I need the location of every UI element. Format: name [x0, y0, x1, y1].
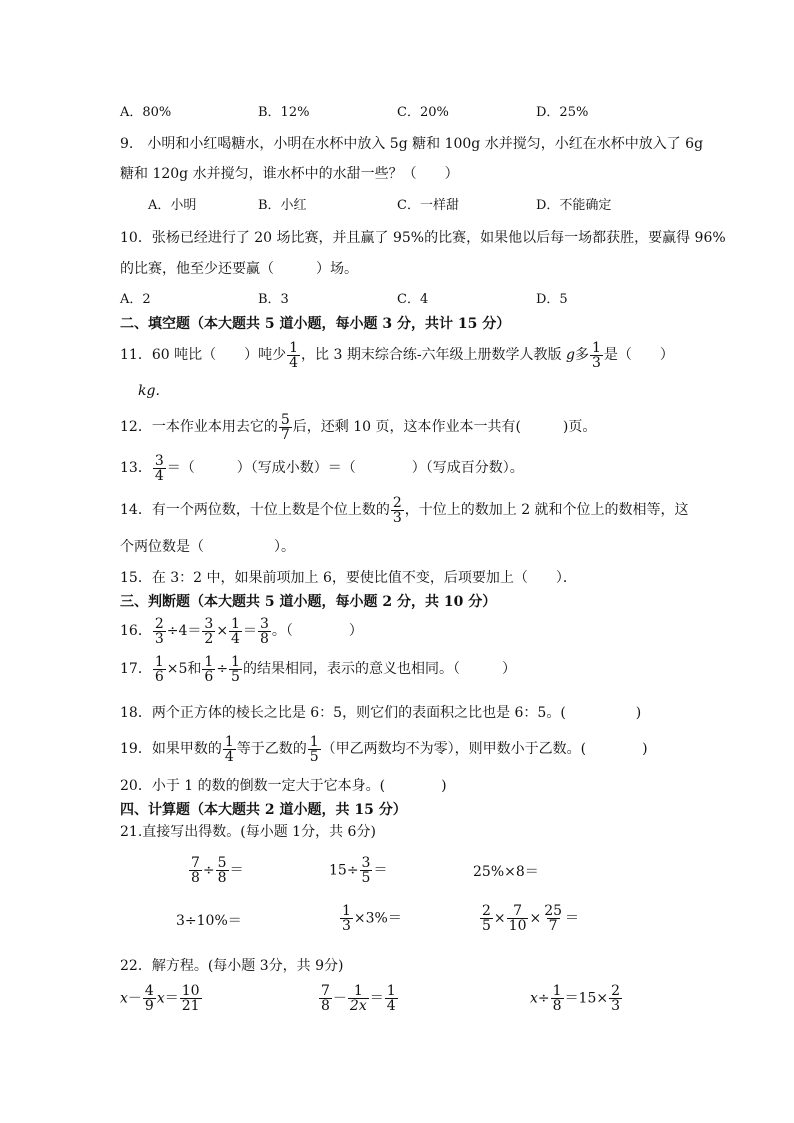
fraction: [480, 904, 493, 933]
fraction: [216, 856, 229, 885]
q16-fraction-b: [202, 617, 215, 646]
q9-option-c: C．一样甜: [397, 198, 459, 213]
numerator: 7: [513, 903, 523, 919]
q22-equation-1: [120, 984, 203, 1013]
equals: ＝: [164, 990, 179, 1007]
denominator: 8: [191, 870, 200, 886]
denominator: 3: [392, 509, 402, 526]
q8-option-c: C．20%: [397, 105, 449, 120]
q19-text-3: （甲乙两数均不为零），则甲数小于乙数。( ): [321, 741, 648, 757]
section-3-heading: 三、判断题（本大题共 5 道小题，每小题 2 分，共 10 分）: [120, 594, 497, 610]
q11-fraction-1: [287, 341, 300, 370]
fraction: [360, 856, 373, 885]
q10-option-b: B．3: [258, 292, 289, 307]
q13-line: [120, 453, 524, 483]
numerator: 1: [552, 983, 562, 999]
q12-fraction: [279, 413, 292, 442]
q19-text-2: 等于乙数的: [236, 741, 307, 757]
numerator: 5: [217, 855, 227, 871]
numerator: 1: [154, 653, 164, 670]
q9-line2: 糖和 120g 水并搅匀，谁水杯中的水甜一些？（ ）: [120, 166, 459, 182]
numerator: 7: [191, 855, 200, 871]
denominator: 3: [154, 630, 164, 647]
q16-text-2: 。（ ）: [271, 623, 363, 639]
q9-option-b: B．小红: [258, 198, 307, 213]
denominator: 8: [217, 870, 227, 886]
equals: ＝: [565, 910, 580, 927]
q16-op-3: ＝: [242, 623, 257, 639]
numerator: 4: [144, 983, 154, 999]
numerator: 1: [309, 733, 319, 750]
numerator: 1: [204, 653, 214, 670]
denominator: 3: [611, 998, 621, 1014]
fraction: [507, 904, 529, 933]
denominator: 4: [386, 998, 396, 1014]
q12-line: [120, 412, 596, 442]
operator: ÷: [537, 990, 550, 1007]
q16-fraction-d: [258, 617, 271, 646]
numerator: 10: [181, 983, 200, 999]
numerator: 3: [259, 615, 269, 632]
operator: ×: [529, 910, 542, 927]
equals: ＝: [369, 990, 384, 1007]
q14-fraction: [391, 496, 404, 525]
q14-text-2: ，十位上的数加上 2 就和个位上的数相等，这: [404, 502, 689, 518]
q11-text-4: 是（ ）: [603, 347, 674, 363]
q13-text-2: ＝（ ）（写成小数）＝（ ）（写成百分数）。: [166, 460, 524, 476]
equals: ＝15×: [564, 990, 609, 1007]
q19-text-1: 19．如果甲数的: [120, 741, 222, 757]
fraction: [180, 984, 202, 1013]
variable-x: x: [530, 990, 538, 1007]
numerator: 2: [392, 494, 402, 511]
variable-x: x: [120, 990, 128, 1007]
denominator: 4: [231, 630, 240, 647]
q22-equation-2: [318, 984, 399, 1013]
q16-text-1: 16．: [120, 623, 152, 639]
fraction: [609, 984, 622, 1013]
numerator: 1: [224, 733, 234, 750]
denominator: 3: [591, 354, 601, 371]
numerator: 1: [353, 983, 363, 999]
q11-unit-g: g: [566, 347, 575, 363]
denominator: 5: [482, 918, 491, 934]
fraction: [340, 904, 353, 933]
numerator: 2: [482, 903, 491, 919]
q10-option-d: D．5: [536, 292, 568, 307]
q19-fraction-b: [308, 735, 321, 764]
q17-fraction-b: [202, 655, 215, 684]
denominator: 4: [154, 467, 164, 484]
operator: －: [127, 990, 142, 1007]
numerator: 1: [386, 983, 396, 999]
numerator: 3: [204, 615, 214, 632]
section-4-heading: 四、计算题（本大题共 2 道小题，共 15 分）: [120, 802, 407, 818]
denominator: 5: [309, 748, 319, 765]
q17-text-1: 17．: [120, 661, 152, 677]
denominator: 7: [548, 918, 558, 934]
denominator: 8: [321, 998, 330, 1014]
numerator: 3: [361, 855, 371, 871]
variable-x: x: [156, 990, 165, 1007]
numerator: 2: [611, 983, 621, 999]
fraction: [319, 984, 332, 1013]
text: ×3%＝: [353, 910, 402, 927]
q22-equation-3: [530, 984, 623, 1013]
numerator: 1: [231, 653, 240, 670]
operator: ÷: [202, 862, 215, 879]
q16-op-2: ×: [216, 623, 229, 639]
denominator: 10: [508, 918, 527, 934]
q19-line: [120, 734, 648, 764]
q22-title: 22．解方程。(每小题 3分，共 9分): [120, 958, 344, 974]
q14-text-1: 14．有一个两位数，十位上数是个位上数的: [120, 502, 390, 518]
numerator: 1: [342, 903, 351, 919]
q11-line1: [120, 340, 674, 370]
denominator: 4: [289, 354, 299, 371]
q17-line: [120, 654, 516, 684]
q11-line2: kg.: [138, 383, 160, 399]
fraction: [189, 856, 202, 885]
q14-line2: 个两位数是（ ）。: [120, 539, 295, 555]
denominator: 2x: [349, 998, 367, 1014]
numerator: 1: [231, 615, 240, 632]
denominator: 8: [259, 630, 269, 647]
operator: －: [332, 990, 347, 1007]
q8-option-b: B．12%: [258, 105, 310, 120]
q15-line: 15．在 3：2 中，如果前项加上 6，要使比值不变，后项要加上（ ）．: [120, 570, 577, 586]
q17-fraction-c: [229, 655, 242, 684]
denominator: 8: [552, 998, 562, 1014]
numerator: 3: [154, 452, 164, 469]
q21-expr-2: [329, 856, 387, 885]
q14-line1: [120, 495, 689, 525]
q21-expr-6: [479, 904, 579, 933]
numerator: 5: [280, 411, 290, 428]
q21-title: 21.直接写出得数。(每小题 1分，共 6分): [120, 824, 376, 840]
denominator: 9: [144, 998, 154, 1014]
q17-op-2: ÷: [216, 661, 229, 677]
denominator: 6: [204, 668, 214, 685]
q21-expr-5: [339, 904, 402, 933]
equals: ＝: [373, 862, 388, 879]
q10-line2: 的比赛，他至少还要赢（ ）场。: [120, 261, 358, 277]
equals: ＝: [229, 862, 244, 879]
operator: ×: [493, 910, 506, 927]
q19-fraction-a: [223, 735, 236, 764]
q17-op-1: ×5和: [166, 661, 202, 677]
fraction: [542, 904, 564, 933]
fraction: [551, 984, 564, 1013]
q11-text-3: 多: [574, 347, 589, 363]
fraction: [385, 984, 398, 1013]
q13-text-1: 13．: [120, 460, 152, 476]
fraction: [348, 984, 369, 1013]
fraction: [143, 984, 156, 1013]
numerator: 25: [544, 903, 563, 919]
denominator: 4: [224, 748, 234, 765]
denominator: 3: [342, 918, 351, 934]
denominator: 6: [154, 668, 164, 685]
q12-text-2: 后，还剩 10 页，这本作业本一共有( )页。: [292, 419, 597, 435]
q11-text-1: 11．60 吨比（ ）吨少: [120, 347, 287, 363]
denominator: 5: [231, 668, 240, 685]
q9-line1: 9. 小明和小红喝糖水，小明在水杯中放入 5g 糖和 100g 水并搅匀，小红在水杯中放入了 6g: [120, 136, 704, 152]
q13-fraction: [153, 454, 166, 483]
q21-expr-4: 3÷10%＝: [176, 913, 242, 929]
q9-option-a: A．小明: [148, 198, 197, 213]
numerator: 1: [289, 339, 299, 356]
q18-line: 18．两个正方体的棱长之比是 6：5，则它们的表面积之比也是 6：5。( ): [120, 705, 642, 721]
denominator: 2: [204, 630, 214, 647]
q20-line: 20．小于 1 的数的倒数一定大于它本身。( ): [120, 778, 447, 794]
q21-expr-3: 25%×8＝: [473, 864, 539, 880]
q12-text-1: 12．一本作业本用去它的: [120, 419, 278, 435]
q16-line: [120, 616, 363, 646]
q11-text-2: ，比 3 期末综合练-六年级上册数学人教版: [301, 347, 562, 363]
q11-fraction-2: [590, 341, 603, 370]
q17-fraction-a: [153, 655, 166, 684]
q9-option-d: D．不能确定: [536, 198, 612, 213]
q10-option-c: C．4: [397, 292, 429, 307]
text: 15÷: [329, 862, 359, 879]
q10-line1: 10．张杨已经进行了 20 场比赛，并且赢了 95%的比赛，如果他以后每一场都获胜，要赢得 96%: [120, 230, 726, 246]
numerator: 2: [154, 615, 164, 632]
q8-option-a: A．80%: [120, 105, 172, 120]
q10-option-a: A．2: [120, 292, 151, 307]
numerator: 7: [321, 983, 330, 999]
denominator: 5: [361, 870, 371, 886]
q8-option-d: D．25%: [536, 105, 589, 120]
numerator: 1: [591, 339, 601, 356]
q21-expr-1: [188, 856, 244, 885]
q17-text-2: 的结果相同，表示的意义也相同。（ ）: [242, 661, 516, 677]
section-2-heading: 二、填空题（本大题共 5 道小题，每小题 3 分，共计 15 分）: [120, 316, 511, 332]
denominator: 7: [280, 426, 290, 443]
q16-fraction-a: [153, 617, 166, 646]
q16-op-1: ÷4＝: [166, 623, 202, 639]
q16-fraction-c: [229, 617, 242, 646]
denominator: 21: [181, 998, 200, 1014]
